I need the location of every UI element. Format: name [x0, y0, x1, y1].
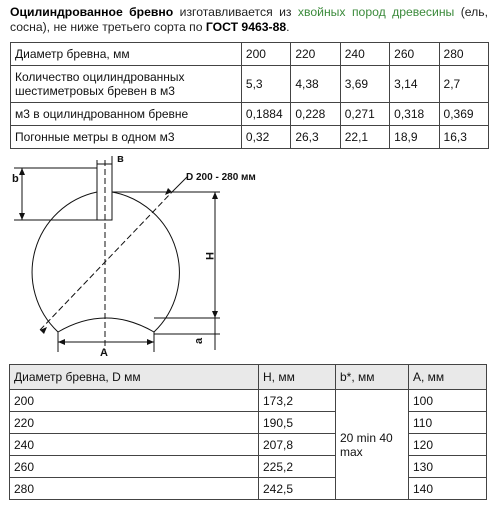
arrow-A-left: [58, 339, 65, 345]
table1-header-cell: 280: [439, 43, 488, 66]
table2-cell-a: 140: [409, 478, 487, 500]
table2-cell-diameter: 280: [10, 478, 259, 500]
table1-row: [11, 103, 489, 126]
height-label: H: [203, 252, 215, 260]
table2-header-a: A, мм: [409, 365, 487, 390]
groove-depth-label: b: [12, 173, 19, 185]
arrow-b-top: [19, 168, 25, 175]
table2-header-b: b*, мм: [336, 365, 409, 390]
intro-gost: ГОСТ 9463-88: [205, 20, 287, 34]
table1-row-label: м3 в оцилиндрованном бревне: [11, 103, 242, 126]
table1-header-row: [11, 43, 489, 66]
table2-cell-h: 207,8: [259, 434, 336, 456]
arrow-A-right: [147, 339, 154, 345]
table1-header-cell: 240: [340, 43, 389, 66]
table1-cell: 0,271: [340, 103, 389, 126]
table2-cell-a: 130: [409, 456, 487, 478]
intro-text-1: изготавливается из: [173, 5, 298, 19]
table2-cell-diameter: 260: [10, 456, 259, 478]
table1-cell: 0,228: [291, 103, 340, 126]
table1-cell: 3,69: [340, 66, 389, 103]
table2-cell-b-merged: 20 min 40 max: [336, 390, 409, 500]
table1-cell: 5,3: [241, 66, 290, 103]
table2-row: [10, 434, 487, 456]
intro-paragraph: [10, 5, 488, 35]
table1-header-cell: 220: [291, 43, 340, 66]
table2-cell-a: 110: [409, 412, 487, 434]
table2-cell-h: 173,2: [259, 390, 336, 412]
table2-cell-a: 120: [409, 434, 487, 456]
base-width-label: A: [100, 347, 108, 359]
table2-row: [10, 478, 487, 500]
table2-cell-diameter: 220: [10, 412, 259, 434]
table1-cell: 2,7: [439, 66, 488, 103]
table2-header-diameter: Диаметр бревна, D мм: [10, 365, 259, 390]
diameter-label: D 200 - 280 мм: [186, 172, 256, 183]
table2-cell-h: 190,5: [259, 412, 336, 434]
log-outline: [32, 192, 179, 332]
table2-header-row: [10, 365, 487, 390]
table1-header-cell: 260: [390, 43, 439, 66]
table2-cell-h: 225,2: [259, 456, 336, 478]
arrow-h-top: [212, 192, 218, 199]
table1-cell: 0,369: [439, 103, 488, 126]
table1-cell: 16,3: [439, 126, 488, 149]
log-volume-table: [10, 42, 489, 149]
table2-cell-h: 242,5: [259, 478, 336, 500]
table2-row: [10, 456, 487, 478]
diameter-line: [40, 192, 172, 330]
table1-cell: 0,318: [390, 103, 439, 126]
table2-cell-diameter: 200: [10, 390, 259, 412]
table1-row-label: Количество оцилиндрованных шестиметровых бревен в м3: [11, 66, 242, 103]
table1-row: [11, 126, 489, 149]
table2-row: [10, 390, 487, 412]
table1-header-cell: 200: [241, 43, 290, 66]
table1-cell: 0,32: [241, 126, 290, 149]
table1-row-label: Погонные метры в одном м3: [11, 126, 242, 149]
table1-header-label: Диаметр бревна, мм: [11, 43, 242, 66]
arrow-h-bottom: [212, 311, 218, 318]
table1-cell: 18,9: [390, 126, 439, 149]
intro-text-end: .: [286, 20, 290, 34]
table2-cell-a: 100: [409, 390, 487, 412]
table1-cell: 4,38: [291, 66, 340, 103]
groove-width-label: в: [117, 153, 124, 165]
table2-cell-diameter: 240: [10, 434, 259, 456]
table1-cell: 0,1884: [241, 103, 290, 126]
table1-cell: 3,14: [390, 66, 439, 103]
table1-cell: 26,3: [291, 126, 340, 149]
table1-cell: 22,1: [340, 126, 389, 149]
arrow-b-bottom: [19, 213, 25, 220]
log-profile-diagram: [10, 152, 260, 360]
arrow-d2: [40, 327, 47, 334]
base-cut-label: a: [193, 337, 205, 344]
intro-text-2: (ель, сосна), не ниже третьего сорта по: [10, 5, 489, 34]
intro-wood-link[interactable]: хвойных пород древесины: [297, 5, 455, 19]
table2-header-h: H, мм: [259, 365, 336, 390]
intro-bold-lead: Оцилиндрованное бревно: [10, 5, 174, 19]
log-dimensions-table: [9, 364, 487, 500]
table1-row: [11, 66, 489, 103]
table2-row: [10, 412, 487, 434]
